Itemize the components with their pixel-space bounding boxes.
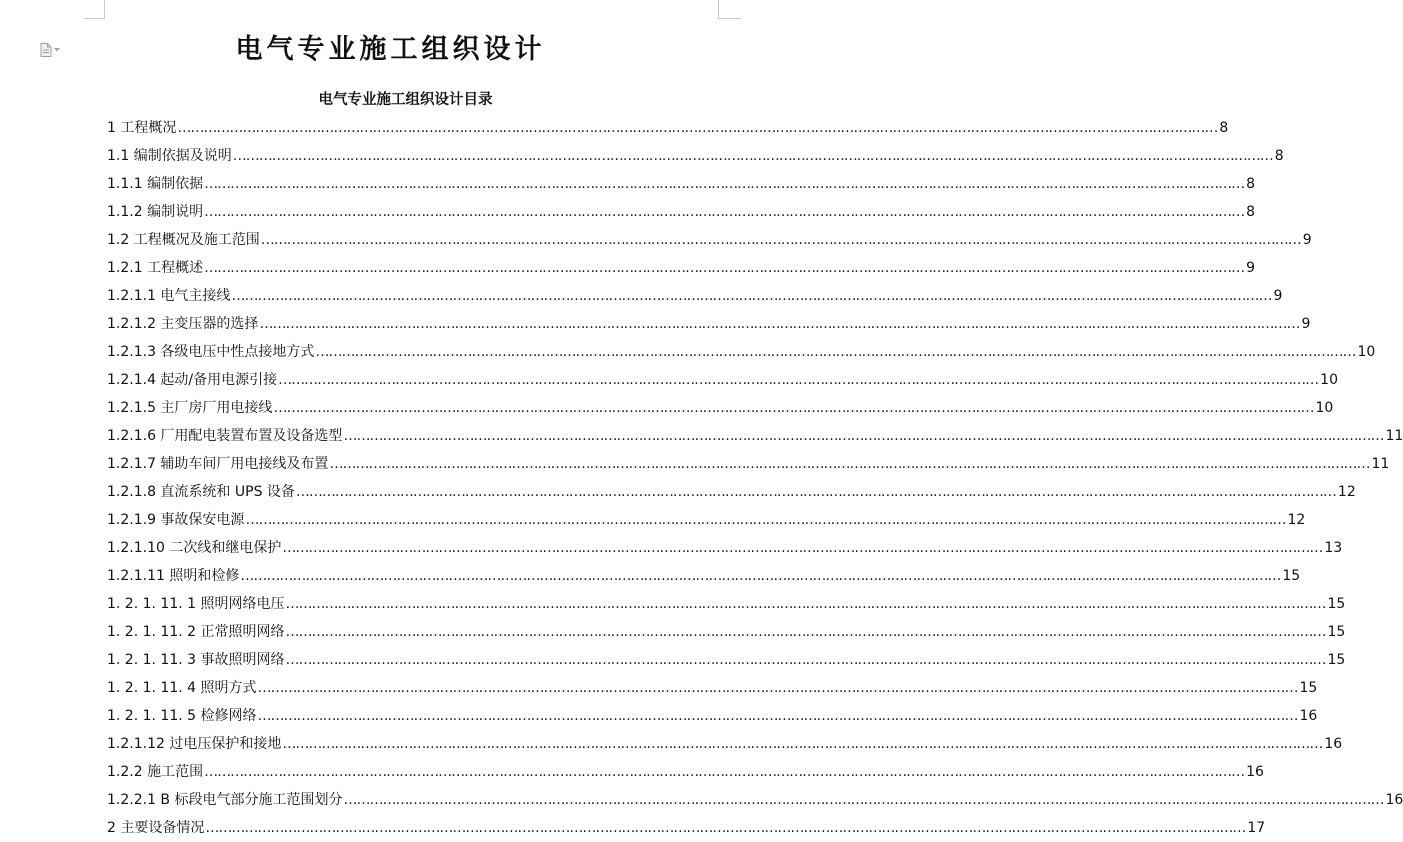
toc-page-number: 15 [1299,680,1318,696]
toc-entry[interactable] [107,478,1356,506]
toc-entry[interactable] [107,506,1306,534]
toc-entry[interactable] [107,702,1318,730]
toc-leader-dots: …………………………………………………………………………………………………………………………………………………………………………………………………………………… [257,708,1298,724]
toc-entry-text: 1. 2. 1. 11. 4 照明方式 [107,680,257,696]
toc-leader-dots: …………………………………………………………………………………………………………………………………………………………………………………………………………………… [282,540,1323,556]
toc-entry[interactable] [107,730,1343,758]
toc-entry-text: 1.2.1.4 起动/备用电源引接 [107,372,278,388]
toc-entry[interactable] [107,114,1229,142]
toc-page-number: 15 [1327,652,1346,668]
toc-leader-dots: …………………………………………………………………………………………………………………………………………………………………………………………………………………… [285,652,1326,668]
toc-entry-text: 1.2 工程概况及施工范围 [107,232,260,248]
toc-entry[interactable] [107,422,1403,450]
toc-page-number: 17 [1247,820,1266,836]
toc-page-number: 15 [1327,624,1346,640]
toc-page-number: 9 [1302,232,1312,248]
toc-entry-text: 1.2.2 施工范围 [107,764,204,780]
toc-page-number: 8 [1274,148,1284,164]
toc-leader-dots: …………………………………………………………………………………………………………………………………………………………………………………………………………………… [204,176,1245,192]
toc-entry[interactable] [107,366,1338,394]
toc-entry[interactable] [107,142,1284,170]
toc-page-number: 11 [1371,456,1390,472]
toc-leader-dots: …………………………………………………………………………………………………………………………………………………………………………………………………………………… [315,344,1356,360]
toc-entry-text: 1.2.1.5 主厂房厂用电接线 [107,400,273,416]
crop-mark-top-right [718,0,741,19]
toc-leader-dots: …………………………………………………………………………………………………………………………………………………………………………………………………………………… [205,820,1246,836]
toc-entry[interactable] [107,590,1346,618]
toc-entry[interactable] [107,786,1403,814]
toc-entry-text: 1.2.1.11 照明和检修 [107,568,240,584]
toc-entry-text: 1.2.1.12 过电压保护和接地 [107,736,282,752]
toc-page-number: 13 [1324,540,1343,556]
toc-page-number: 9 [1301,316,1311,332]
toc-heading: 电气专业施工组织设计目录 [318,91,493,108]
toc-leader-dots: …………………………………………………………………………………………………………………………………………………………………………………………………………………… [295,484,1336,500]
toc-leader-dots: …………………………………………………………………………………………………………………………………………………………………………………………………………………… [257,680,1298,696]
toc-entry-text: 1. 2. 1. 11. 5 检修网络 [107,708,257,724]
toc-leader-dots: …………………………………………………………………………………………………………………………………………………………………………………………………………………… [343,428,1384,444]
toc-page-number: 15 [1282,568,1301,584]
toc-page-number: 9 [1246,260,1255,276]
toc-leader-dots: …………………………………………………………………………………………………………………………………………………………………………………………………………………… [240,568,1281,584]
toc-entry[interactable] [107,226,1312,254]
toc-leader-dots: …………………………………………………………………………………………………………………………………………………………………………………………………………………… [278,372,1319,388]
toc-entry[interactable] [107,758,1264,786]
toc-leader-dots: …………………………………………………………………………………………………………………………………………………………………………………………………………………… [282,736,1323,752]
toc-page-number: 8 [1246,204,1255,220]
toc-entry[interactable] [107,198,1255,226]
toc-page-number: 12 [1287,512,1306,528]
toc-page-number: 10 [1315,400,1334,416]
toc-page-number: 16 [1324,736,1343,752]
toc-entry[interactable] [107,646,1346,674]
toc-leader-dots: …………………………………………………………………………………………………………………………………………………………………………………………………………………… [285,596,1326,612]
toc-entry[interactable] [107,562,1301,590]
toc-leader-dots: …………………………………………………………………………………………………………………………………………………………………………………………………………………… [204,260,1245,276]
toc-entry-text: 1.2.1.10 二次线和继电保护 [107,540,282,556]
toc-entry-text: 1.1.2 编制说明 [107,204,204,220]
toc-leader-dots: …………………………………………………………………………………………………………………………………………………………………………………………………………………… [273,400,1314,416]
toc-entry-text: 1 工程概况 [107,120,177,136]
toc-leader-dots: …………………………………………………………………………………………………………………………………………………………………………………………………………………… [285,624,1326,640]
toc-leader-dots: …………………………………………………………………………………………………………………………………………………………………………………………………………………… [329,456,1370,472]
toc-leader-dots: …………………………………………………………………………………………………………………………………………………………………………………………………………………… [204,764,1245,780]
toc-entry[interactable] [107,310,1311,338]
toc-entry-text: 1.2.1 工程概述 [107,260,204,276]
toc-entry-text: 1.1.1 编制依据 [107,176,204,192]
toc-entry[interactable] [107,674,1318,702]
toc-entry-text: 2 主要设备情况 [107,820,205,836]
toc-entry[interactable] [107,814,1266,842]
toc-entry[interactable] [107,170,1255,198]
toc-entry-text: 1. 2. 1. 11. 3 事故照明网络 [107,652,285,668]
table-of-contents [107,114,1403,842]
toc-entry[interactable] [107,394,1334,422]
toc-page-number: 11 [1385,428,1403,444]
toc-entry-text: 1.2.1.8 直流系统和 UPS 设备 [107,484,295,500]
toc-entry-text: 1.2.1.9 事故保安电源 [107,512,245,528]
toc-entry[interactable] [107,282,1283,310]
toc-entry[interactable] [107,450,1390,478]
toc-entry-text: 1.2.1.2 主变压器的选择 [107,316,259,332]
toc-entry-text: 1.1 编制依据及说明 [107,148,232,164]
toc-leader-dots: …………………………………………………………………………………………………………………………………………………………………………………………………………………… [259,316,1300,332]
crop-mark-top-left [84,0,105,19]
toc-entry[interactable] [107,338,1376,366]
toc-entry[interactable] [107,618,1346,646]
toc-page-number: 16 [1299,708,1318,724]
toc-leader-dots: …………………………………………………………………………………………………………………………………………………………………………………………………………………… [231,288,1272,304]
toc-entry[interactable] [107,254,1255,282]
toc-leader-dots: …………………………………………………………………………………………………………………………………………………………………………………………………………………… [232,148,1273,164]
document-title: 电气专业施工组织设计 [235,34,546,65]
toc-leader-dots: …………………………………………………………………………………………………………………………………………………………………………………………………………………… [245,512,1286,528]
toc-entry[interactable] [107,534,1343,562]
toc-page-number: 8 [1219,120,1229,136]
toc-entry-text: 1. 2. 1. 11. 2 正常照明网络 [107,624,285,640]
toc-entry-text: 1.2.2.1 B 标段电气部分施工范围划分 [107,792,343,808]
toc-page-number: 10 [1357,344,1376,360]
toc-entry-text: 1.2.1.7 辅助车间厂用电接线及布置 [107,456,329,472]
toc-page-number: 16 [1246,764,1264,780]
toc-page-number: 10 [1320,372,1338,388]
toc-leader-dots: …………………………………………………………………………………………………………………………………………………………………………………………………………………… [260,232,1301,248]
toc-page-number: 12 [1337,484,1356,500]
toc-page-number: 15 [1327,596,1346,612]
toc-entry-text: 1.2.1.3 各级电压中性点接地方式 [107,344,315,360]
toc-entry-text: 1.2.1.1 电气主接线 [107,288,231,304]
toc-leader-dots: …………………………………………………………………………………………………………………………………………………………………………………………………………………… [343,792,1384,808]
toc-page-number: 16 [1385,792,1403,808]
toc-leader-dots: …………………………………………………………………………………………………………………………………………………………………………………………………………………… [204,204,1245,220]
toc-entry-text: 1. 2. 1. 11. 1 照明网络电压 [107,596,285,612]
toc-entry-text: 1.2.1.6 厂用配电装置布置及设备选型 [107,428,343,444]
toc-page-number: 9 [1273,288,1283,304]
toc-page-number: 8 [1246,176,1255,192]
toc-leader-dots: …………………………………………………………………………………………………………………………………………………………………………………………………………………… [177,120,1218,136]
